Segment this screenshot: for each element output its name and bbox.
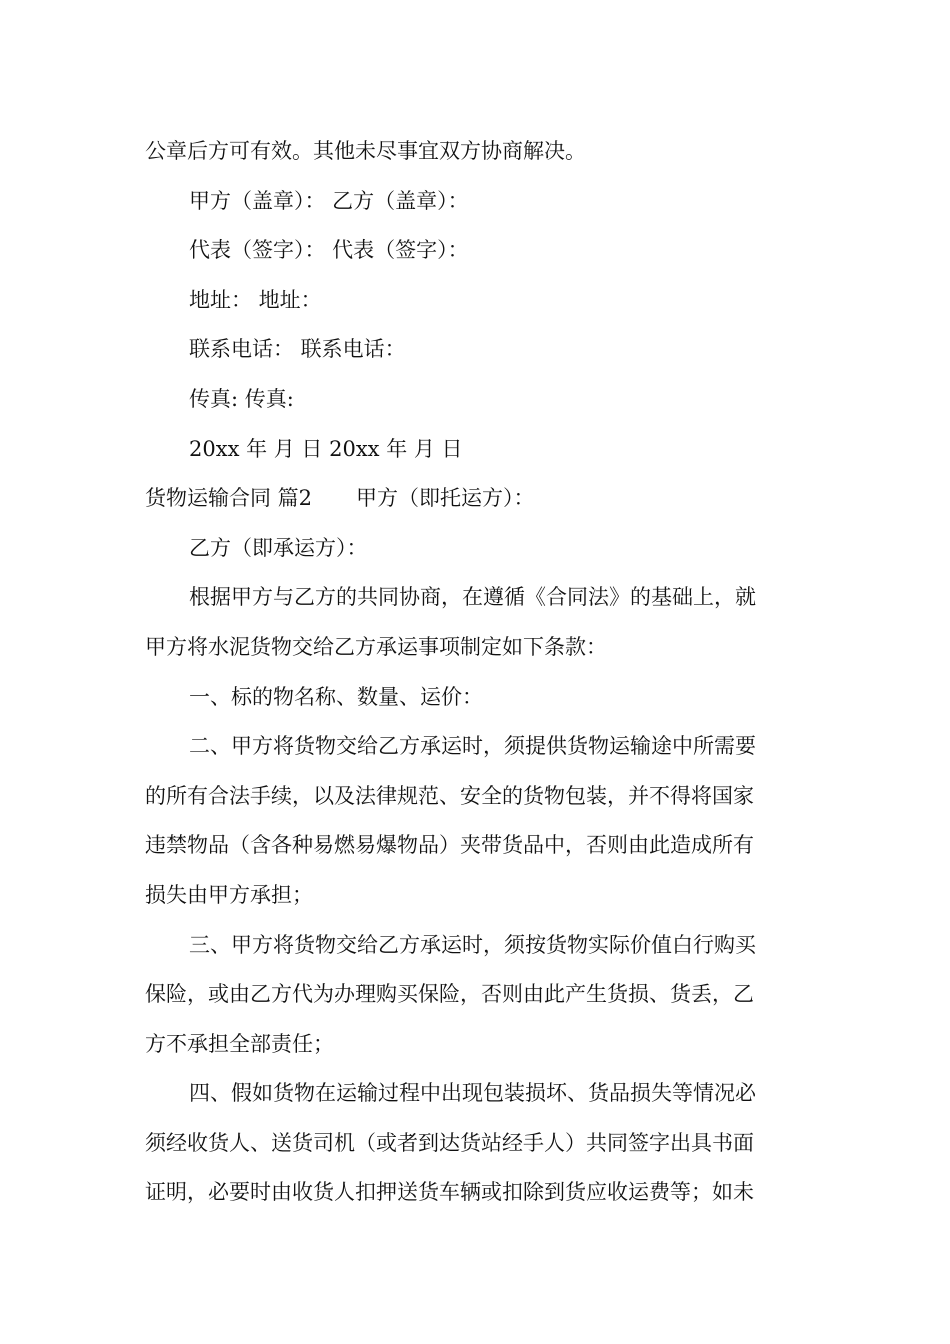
- section-heading: 货物运输合同 篇2: [145, 486, 313, 511]
- text-line: 损失由甲方承担；: [145, 882, 313, 907]
- text-line: 保险，或由乙方代为办理购买保险，否则由此产生货损、货丢，乙: [145, 982, 754, 1007]
- text-line: 一、标的物名称、数量、运价：: [189, 684, 483, 709]
- text-line: 代表（签字）： 代表（签字）：: [189, 238, 469, 263]
- text-line: 的所有合法手续，以及法律规范、安全的货物包装，并不得将国家: [145, 783, 754, 808]
- text-line: 根据甲方与乙方的共同协商，在遵循《合同法》的基础上，就: [189, 585, 756, 610]
- text-line: 违禁物品（含各种易燃易爆物品）夹带货品中，否则由此造成所有: [145, 833, 754, 858]
- text-line: 甲方将水泥货物交给乙方承运事项制定如下条款：: [145, 634, 607, 659]
- text-line: 传真: 传真:: [189, 386, 294, 411]
- text-line: 四、假如货物在运输过程中出现包装损坏、货品损失等情况必: [189, 1081, 756, 1106]
- text-line: 乙方（即承运方）：: [189, 535, 368, 560]
- text-line: 地址： 地址：: [189, 287, 322, 312]
- text-line: 联系电话： 联系电话：: [189, 337, 406, 362]
- section-heading-line: [145, 474, 810, 524]
- text-line: 20xx 年 月 日 20xx 年 月 日: [189, 436, 463, 461]
- text-line: 须经收货人、送货司机（或者到达货站经手人）共同签字出具书面: [145, 1130, 754, 1155]
- text-line: 证明，必要时由收货人扣押送货车辆或扣除到货应收运费等；如未: [145, 1180, 754, 1205]
- text-line: 公章后方可有效。其他未尽事宜双方协商解决。: [145, 139, 586, 163]
- text-line: 甲方（盖章）： 乙方（盖章）：: [189, 188, 469, 213]
- party-a-label: 甲方（即托运方）：: [356, 486, 535, 511]
- text-line: 二、甲方将货物交给乙方承运时，须提供货物运输途中所需要: [189, 734, 756, 759]
- document-body: [145, 127, 810, 1218]
- text-line: 三、甲方将货物交给乙方承运时，须按货物实际价值白行购买: [189, 932, 756, 957]
- text-line: 方不承担全部责任；: [145, 1031, 334, 1056]
